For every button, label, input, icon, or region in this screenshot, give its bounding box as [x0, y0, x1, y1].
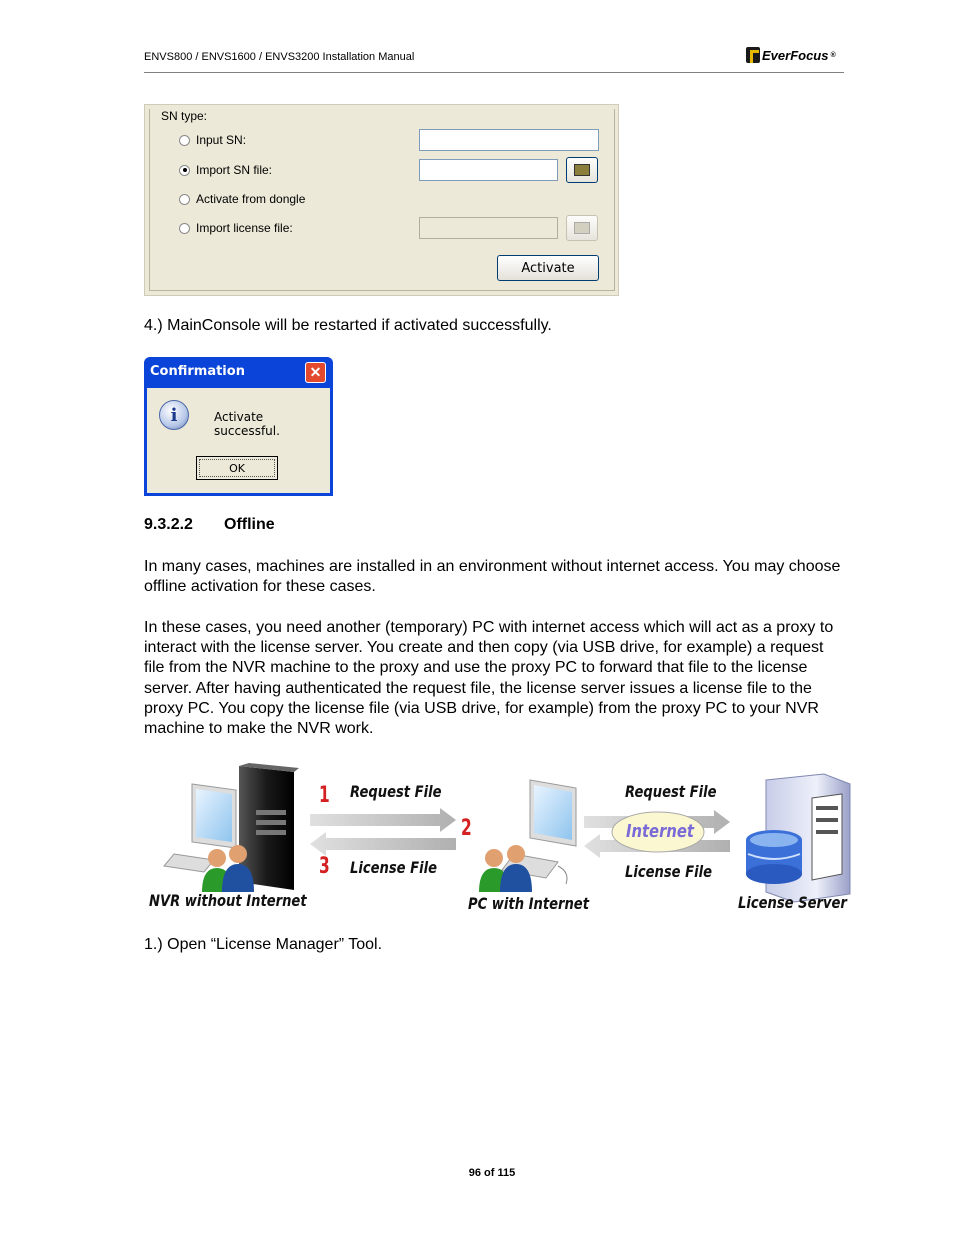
internet-label: Internet [626, 821, 694, 842]
logo-text: EverFocus [762, 47, 829, 63]
browse-sn-file-button[interactable] [566, 157, 598, 183]
info-icon: i [159, 400, 189, 430]
offline-activation-diagram [144, 762, 854, 914]
license-server-label: License Server [738, 893, 847, 912]
document-header-title: ENVS800 / ENVS1600 / ENVS3200 Installation Manual [144, 51, 415, 63]
dialog-title: Confirmation [150, 364, 245, 379]
dialog-body [147, 388, 330, 493]
radio-import-sn-file[interactable] [179, 165, 190, 176]
step-number-3: 3 [319, 854, 330, 879]
option-input-sn-label: Input SN: [196, 133, 247, 147]
option-activate-dongle[interactable] [179, 192, 305, 206]
nvr-users-icon [202, 845, 254, 892]
request-file-label-left: Request File [350, 782, 442, 801]
page-number: 96 of 115 [468, 1167, 516, 1179]
logo-mark-icon [746, 47, 760, 63]
radio-import-license-file[interactable] [179, 223, 190, 234]
close-icon[interactable]: ✕ [305, 362, 326, 383]
option-import-license-file[interactable] [179, 221, 293, 235]
step-number-1: 1 [319, 783, 330, 808]
license-server-icon [746, 774, 850, 902]
option-import-license-file-label: Import license file: [196, 221, 293, 235]
section-title: Offline [224, 516, 275, 533]
license-arrow-left [310, 832, 456, 856]
radio-input-sn[interactable] [179, 135, 190, 146]
pc-with-internet-label: PC with Internet [468, 894, 589, 913]
request-file-label-right: Request File [625, 782, 717, 801]
step-4-text: 4.) MainConsole will be restarted if activated successfully. [144, 317, 552, 334]
paragraph-2: In these cases, you need another (temporary) PC with internet access which will act as a proxy to interact with the license server. You create and then copy (via USB drive, for example) a request file from the NVR machine to the proxy and use the proxy PC to forward that file to the license server. After having authenticated the request file, the license server issues a license file to the proxy PC. You copy the license file (via USB drive, for example) from the proxy PC to your NVR machine to make the NVR work. [144, 619, 834, 738]
folder-open-icon [574, 164, 590, 176]
nvr-without-internet-label: NVR without Internet [149, 891, 307, 910]
license-file-path-field[interactable] [419, 217, 558, 239]
header-divider [144, 72, 844, 73]
step-number-2: 2 [461, 816, 472, 841]
dialog-message: Activate successful. [214, 410, 280, 438]
ok-button[interactable]: OK [196, 456, 278, 480]
step-1-text: 1.) Open “License Manager” Tool. [144, 936, 383, 953]
request-arrow-right [310, 808, 456, 832]
everfocus-logo [746, 47, 836, 63]
logo-registered: ® [830, 51, 836, 59]
radio-activate-dongle[interactable] [179, 194, 190, 205]
license-file-label-right: License File [625, 862, 713, 881]
option-import-sn-file-label: Import SN file: [196, 163, 273, 177]
folder-open-icon [574, 222, 590, 234]
activate-button[interactable]: Activate [497, 255, 599, 281]
section-number: 9.3.2.2 [144, 516, 193, 533]
input-sn-field[interactable] [419, 129, 599, 151]
sn-file-path-field[interactable] [419, 159, 558, 181]
browse-license-file-button[interactable] [566, 215, 598, 241]
sn-type-legend: SN type: [161, 109, 208, 123]
confirmation-dialog [144, 357, 333, 496]
option-activate-dongle-label: Activate from dongle [196, 192, 306, 206]
paragraph-1: In many cases, machines are installed in an environment without internet access. You may choose offline activation for these cases. [144, 558, 841, 596]
license-file-label-left: License File [350, 858, 438, 877]
section-heading [144, 516, 275, 534]
option-import-sn-file[interactable] [179, 163, 272, 177]
option-input-sn[interactable] [179, 133, 246, 147]
sn-type-panel [144, 104, 619, 296]
